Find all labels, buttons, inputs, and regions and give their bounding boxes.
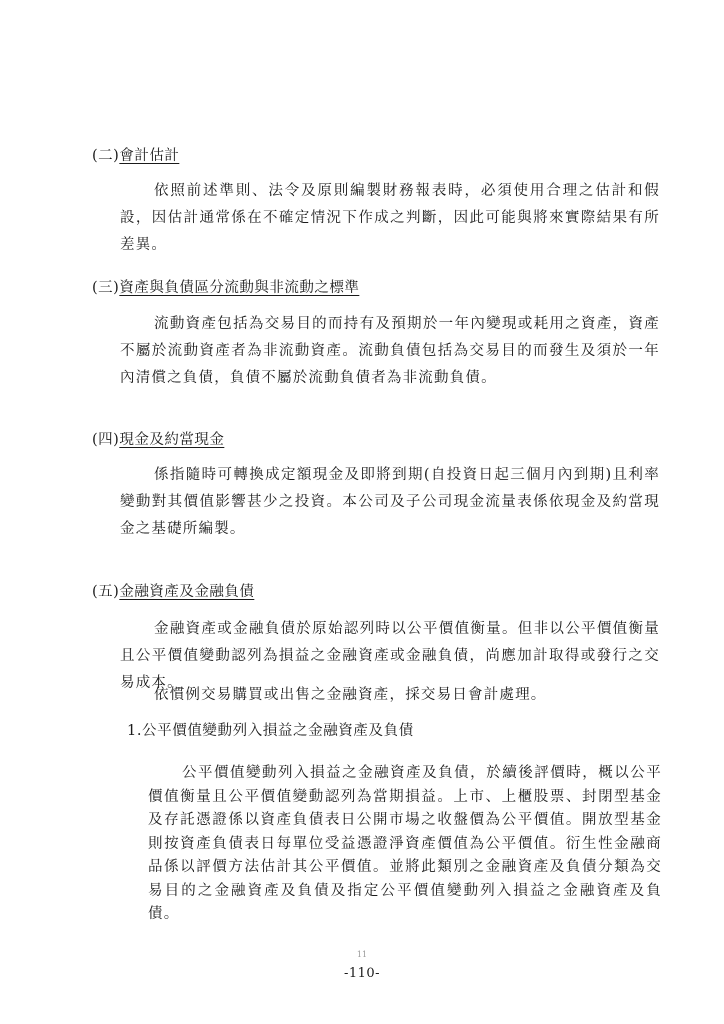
section-number: (三)	[92, 280, 120, 296]
section-heading-financial-instruments	[92, 580, 254, 601]
page-number: -110-	[343, 966, 381, 981]
section-number: (五)	[92, 584, 120, 600]
section-title: 現金及約當現金	[119, 432, 225, 448]
section-heading-cash-equivalents	[92, 428, 224, 449]
section-paragraph: 流動資產包括為交易目的而持有及預期於一年內變現或耗用之資產，資產不屬於流動資產者為非流動資產。流動負債包括為交易目的而發生及須於一年內清償之負債，負債不屬於流動負債者為非流動負債。	[120, 316, 660, 386]
section-heading-accounting-estimates	[92, 144, 179, 165]
section-title: 資產與負債區分流動與非流動之標準	[119, 280, 360, 296]
section-paragraph: 係指隨時可轉換成定額現金及即將到期(自投資日起三個月內到期)且利率變動對其價值影響甚少之投資。本公司及子公司現金流量表係依現金及約當現金之基礎所編製。	[120, 467, 660, 537]
subsection-heading: 1.公平價值變動列入損益之金融資產及負債	[127, 723, 414, 739]
footer-mark: 11	[356, 950, 368, 959]
section-title: 會計估計	[119, 148, 180, 164]
section-heading-current-noncurrent	[92, 276, 359, 297]
section-number: (二)	[92, 148, 120, 164]
section-number: (四)	[92, 432, 120, 448]
section-paragraph: 依慣例交易購買或出售之金融資產，採交易日會計處理。	[154, 687, 547, 703]
section-title: 金融資產及金融負債	[119, 584, 255, 600]
section-paragraph: 依照前述準則、法令及原則編製財務報表時，必須使用合理之估計和假設，因估計通常係在不確定情況下作成之判斷，因此可能與將來實際結果有所差異。	[120, 183, 660, 253]
subsection-paragraph: 公平價值變動列入損益之金融資產及負債，於續後評價時，概以公平價值衡量且公平價值變動認列為當期損益。上市、上櫃股票、封閉型基金及存託憑證係以資產負債表日公開市場之收盤價為公平價值。開放型基金則按資產負債表日每單位受益憑證淨資產價值為公平價值。衍生性金融商品係以評價方法估計其公平價值。並將此類別之金融資產及負債分類為交易目的之金融資產及負債及指定公平價值變動列入損益之金融資產及負債。	[148, 765, 662, 922]
section-paragraph: 金融資產或金融負債於原始認列時以公平價值衡量。但非以公平價值衡量且公平價值變動認列為損益之金融資產或金融負債，尚應加計取得或發行之交易成本。	[120, 621, 660, 691]
